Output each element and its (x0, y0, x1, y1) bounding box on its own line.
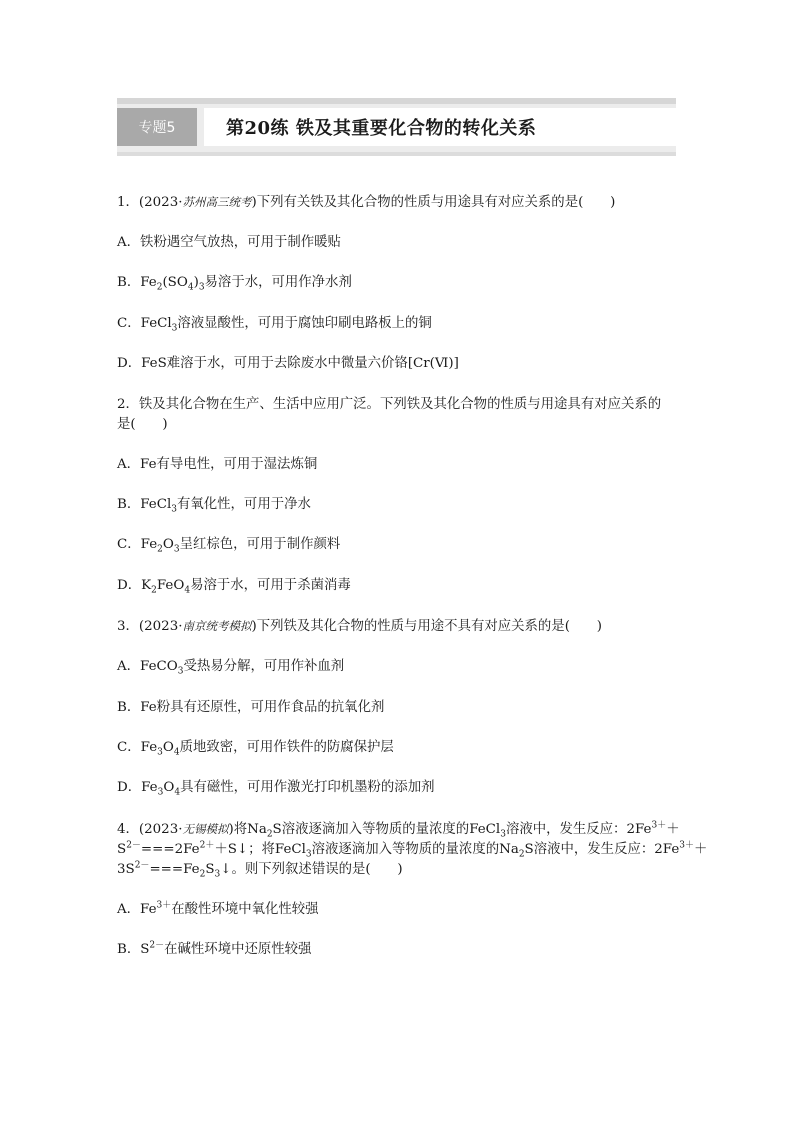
section-header (117, 98, 676, 156)
text-segment: 在碱性环境中还原性较强 (164, 942, 312, 958)
option-b (117, 940, 679, 960)
text-segment: )下列铁及其化合物的性质与用途不具有对应关系的是( ) (251, 619, 602, 635)
text-segment: ＋ (693, 841, 708, 857)
formula-index: 2－ (134, 860, 150, 871)
source-tag: 无锡模拟 (182, 821, 229, 836)
question-stem-line (117, 840, 708, 860)
formula-index: 3＋ (156, 900, 172, 911)
text-segment: ===Fe (149, 861, 200, 877)
option-b (117, 273, 679, 293)
option-c (117, 314, 679, 334)
text-segment: 在酸性环境中氧化性较强 (171, 901, 319, 917)
formula-index: 3 (214, 869, 221, 880)
formula-index: 4 (174, 787, 181, 798)
question-2 (117, 395, 679, 596)
text-segment: D．FeS难溶于水，可用于去除废水中微量六价铬[Cr(Ⅵ)] (117, 356, 459, 372)
option-a (117, 233, 679, 253)
text-segment: ) (193, 275, 199, 291)
text-segment: B．FeCl (117, 496, 172, 512)
text-segment: )将Na (228, 821, 267, 837)
text-segment: B．Fe (117, 275, 157, 291)
source-tag: 苏州高三统考 (182, 195, 252, 209)
formula-index: 2 (518, 849, 525, 860)
text-segment: C．Fe (117, 739, 158, 755)
text-segment: A．FeCO (117, 659, 178, 675)
formula-index: 3 (171, 323, 178, 334)
formula-index: 3＋ (651, 820, 667, 831)
option-a (117, 455, 679, 475)
text-segment: C．Fe (117, 537, 158, 553)
text-segment: 3S (117, 861, 135, 877)
formula-index: 3 (173, 545, 180, 556)
text-segment: 溶液逐滴加入等物质的量浓度的Na (311, 841, 519, 857)
text-segment: 受热易分解，可用作补血剂 (183, 659, 345, 675)
question-stem-line (117, 395, 679, 415)
page-title: 第20练 铁及其重要化合物的转化关系 (226, 118, 537, 139)
option-d (117, 354, 679, 374)
text-segment: 具有磁性，可用作激光打印机墨粉的添加剂 (180, 780, 435, 796)
text-segment: 有氧化性，可用于净水 (176, 496, 311, 512)
question-stem-line (117, 860, 679, 880)
formula-index: 2 (151, 585, 157, 596)
formula-index: 2＋ (199, 840, 215, 851)
question-stem-line (117, 616, 679, 637)
text-segment: B．Fe粉具有还原性，可用作食品的抗氧化剂 (117, 699, 385, 715)
text-segment: A．Fe (117, 901, 157, 917)
question-list (117, 192, 708, 980)
text-segment: 易溶于水，可用于杀菌消毒 (190, 577, 351, 593)
text-segment: FeO (156, 577, 185, 593)
formula-index: 2 (266, 829, 273, 840)
option-b (117, 495, 679, 515)
text-segment: S (205, 861, 215, 877)
text-segment: O (163, 780, 175, 796)
option-a (117, 900, 679, 920)
formula-index: 4 (173, 747, 180, 758)
text-segment: O (162, 739, 174, 755)
text-segment: ↓。则下列叙述错误的是( ) (220, 861, 403, 877)
text-segment: 是( ) (117, 416, 168, 432)
text-segment: 2．铁及其化合物在生产、生活中应用广泛。下列铁及其化合物的性质与用途具有对应关系的 (117, 396, 662, 412)
text-segment: S (117, 841, 127, 857)
text-segment: D．Fe (117, 780, 158, 796)
text-segment: ＋ (666, 821, 680, 837)
text-segment: 4．(2023· (117, 821, 183, 837)
text-segment: B．S (117, 942, 150, 958)
option-d (117, 576, 679, 596)
text-segment: O (162, 537, 174, 553)
text-segment: 1．(2023· (117, 195, 183, 210)
option-a (117, 657, 679, 677)
text-segment: D．K (117, 577, 152, 593)
text-segment: ＋S↓；将FeCl (214, 841, 306, 857)
option-d (117, 778, 679, 798)
formula-index: 3 (305, 849, 312, 860)
question-stem-line (117, 192, 679, 213)
formula-index: 2 (199, 869, 206, 880)
formula-index: 4 (184, 585, 191, 596)
text-segment: A．Fe有导电性，可用于湿法炼铜 (117, 456, 318, 472)
text-segment: 质地致密，可用作铁件的防腐保护层 (179, 739, 394, 755)
text-segment: S溶液中，发生反应：2Fe (524, 841, 680, 857)
text-segment: )下列有关铁及其化合物的性质与用途具有对应关系的是( ) (251, 195, 616, 210)
formula-index: 2－ (149, 940, 165, 951)
text-segment: C．FeCl (117, 315, 172, 331)
question-3 (117, 616, 679, 798)
text-segment: 呈红棕色，可用于制作颜料 (179, 537, 341, 553)
formula-index: 3＋ (679, 840, 694, 851)
source-tag: 南京统考模拟 (182, 619, 252, 634)
header-top-bar (117, 98, 676, 104)
formula-index: 4 (187, 283, 194, 294)
formula-index: 3 (171, 504, 177, 515)
formula-index: 2 (156, 283, 163, 294)
question-1 (117, 192, 679, 374)
formula-index: 3 (157, 787, 164, 798)
question-stem-line (117, 819, 679, 840)
text-segment: ===2Fe (140, 841, 200, 857)
text-segment: 溶液显酸性，可用于腐蚀印刷电路板上的铜 (177, 315, 432, 331)
text-segment: A．铁粉遇空气放热，可用于制作暖贴 (117, 235, 341, 250)
formula-index: 3 (500, 829, 506, 840)
formula-index: 3 (198, 283, 205, 294)
formula-index: 2 (157, 545, 163, 556)
option-c (117, 738, 679, 758)
question-4 (117, 819, 708, 960)
text-segment: 3．(2023· (117, 619, 183, 635)
text-segment: 易溶于水，可用作净水剂 (204, 275, 352, 291)
text-segment: S溶液逐滴加入等物质的量浓度的FeCl (272, 821, 501, 837)
formula-index: 3 (157, 747, 163, 758)
topic-badge: 专题5 (117, 108, 197, 146)
option-c (117, 535, 679, 555)
text-segment: 溶液中，发生反应：2Fe (505, 821, 652, 837)
formula-index: 2－ (126, 840, 141, 851)
header-bottom-bar (117, 152, 676, 156)
option-b (117, 698, 679, 718)
title-box (204, 108, 676, 146)
text-segment: (SO (162, 275, 188, 291)
formula-index: 3 (177, 666, 184, 677)
question-stem-line (117, 415, 679, 435)
